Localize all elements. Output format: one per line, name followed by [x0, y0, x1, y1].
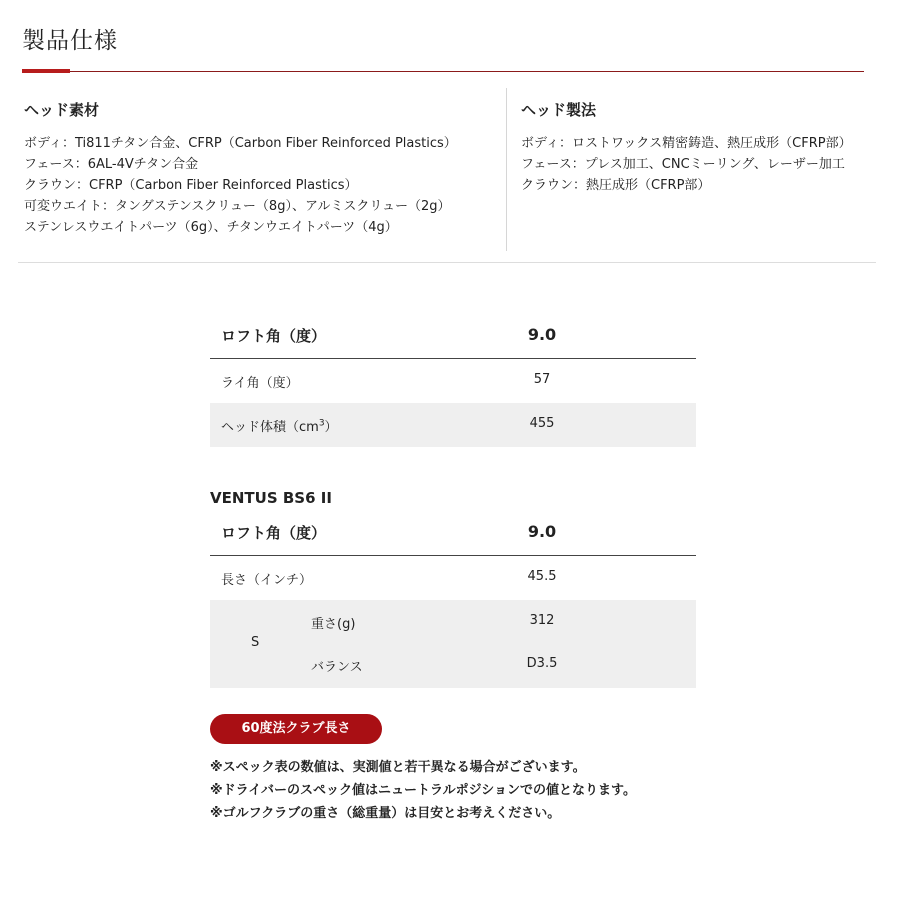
length-label: 長さ（インチ）	[221, 573, 313, 588]
note-line: ※スペック表の数値は、実測値と若干異なる場合がございます。	[210, 760, 586, 775]
head-method-line: フェース：プレス加工、CNCミーリング、レーザー加工	[521, 157, 845, 172]
head-material-section	[24, 99, 457, 238]
head-method-title: ヘッド製法	[521, 101, 597, 119]
weight-value-text: 312	[529, 613, 555, 628]
balance-label: バランス	[311, 660, 363, 675]
head-method-line: ボディ：ロストワックス精密鋳造、熱圧成形（CFRP部）	[521, 136, 852, 151]
head-volume-value-text: 455	[529, 416, 555, 431]
loft-value-text: 9.0	[527, 325, 557, 344]
head-volume-label	[221, 416, 338, 435]
head-spec-table	[210, 313, 696, 447]
table-row	[210, 359, 696, 403]
length-value-text: 45.5	[527, 569, 557, 584]
table-row	[210, 403, 696, 447]
flex-label: S	[251, 635, 260, 650]
column-divider	[506, 88, 507, 251]
loft-label: ロフト角（度）	[221, 327, 327, 345]
head-method-line: クラウン：熱圧成形（CFRP部）	[521, 178, 711, 193]
head-material-line: クラウン：CFRP（Carbon Fiber Reinforced Plastics）	[24, 178, 358, 193]
shaft-spec-table	[210, 510, 696, 688]
head-material-line: ボディ：Ti811チタン合金、CFRP（Carbon Fiber Reinforced Plastics）	[24, 136, 457, 151]
head-volume-label-end: ）	[324, 420, 338, 435]
head-volume-label-text: ヘッド体積（cm	[221, 420, 319, 435]
note-line: ※ゴルフクラブの重さ（総重量）は目安とお考えください。	[210, 806, 561, 821]
head-material-line: 可変ウエイト：タングステンスクリュー（8g）、アルミスクリュー（2g）	[24, 199, 451, 214]
section-divider	[18, 262, 876, 263]
title-accent-bar	[22, 69, 70, 73]
head-material-title: ヘッド素材	[24, 101, 100, 119]
note-line: ※ドライバーのスペック値はニュートラルポジションでの値となります。	[210, 783, 636, 798]
notes-section	[210, 756, 636, 825]
table-row	[210, 556, 696, 600]
lie-angle-value-text: 57	[533, 372, 551, 387]
head-volume-label-superscript: 3	[318, 418, 325, 429]
head-material-line: ステンレスウエイトパーツ（6g）、チタンウエイトパーツ（4g）	[24, 220, 398, 235]
head-method-section	[521, 99, 852, 196]
flex-row-group	[210, 600, 696, 688]
loft-label: ロフト角（度）	[221, 524, 327, 542]
table-header-row	[210, 313, 696, 359]
page-title: 製品仕様	[22, 28, 118, 54]
head-material-line: フェース：6AL-4Vチタン合金	[24, 157, 199, 172]
club-length-badge[interactable]: 60度法クラブ長さ	[210, 714, 382, 744]
balance-value-text: D3.5	[526, 656, 558, 671]
title-divider	[22, 71, 864, 72]
shaft-name: VENTUS BS6 II	[210, 489, 332, 507]
weight-label: 重さ(g)	[311, 617, 356, 632]
table-header-row	[210, 510, 696, 556]
loft-value-text: 9.0	[527, 522, 557, 541]
lie-angle-label: ライ角（度）	[221, 376, 299, 391]
